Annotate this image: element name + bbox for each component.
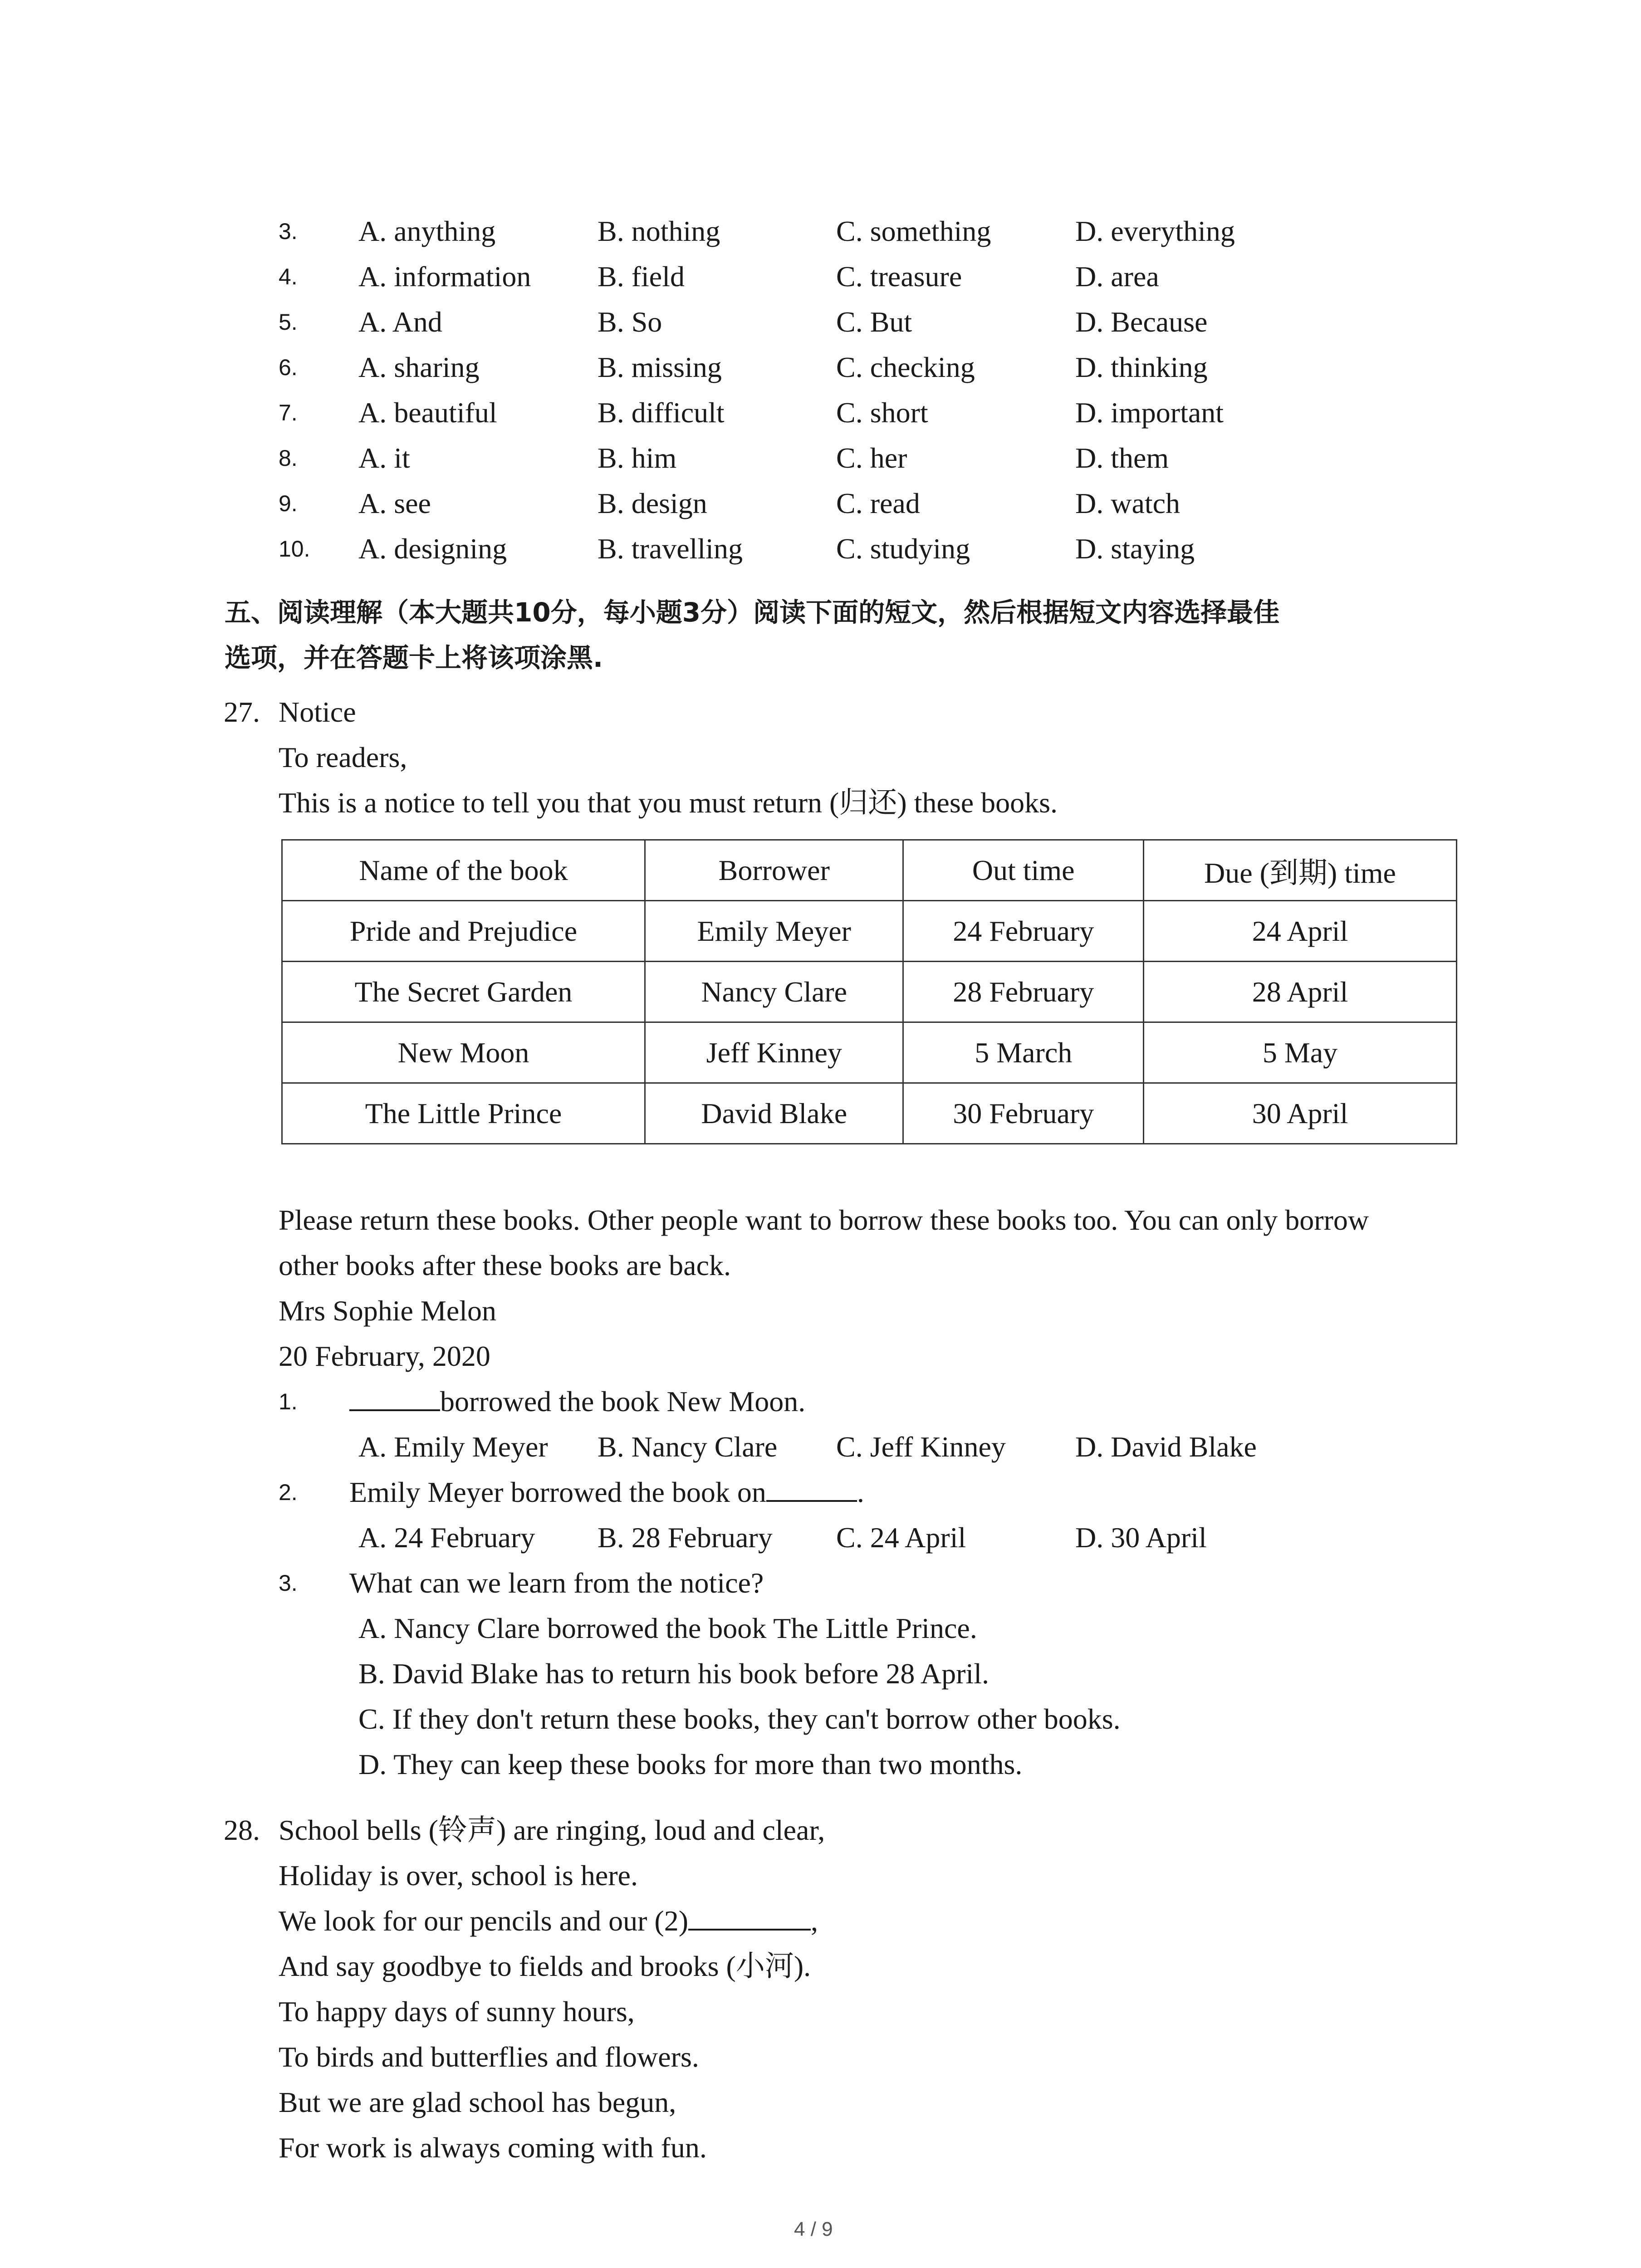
subquestion-stem: What can we learn from the notice? xyxy=(349,1567,764,1599)
poem-line: To birds and butterflies and flowers. xyxy=(279,2041,699,2073)
section-heading-line2: 选项，并在答题卡上将该项涂黑. xyxy=(225,642,603,673)
option-a: A. Emily Meyer xyxy=(358,1431,548,1463)
cloze-option-b: B. design xyxy=(598,487,707,519)
question-number-28: 28. xyxy=(224,1814,260,1846)
poem-line: But we are glad school has begun, xyxy=(279,2086,676,2118)
cloze-option-a: A. anything xyxy=(358,215,496,247)
notice-title: Notice xyxy=(279,696,356,728)
subquestion-stem xyxy=(349,1379,805,1424)
cloze-option-d: D. watch xyxy=(1075,487,1181,519)
notice-paragraph-line2: other books after these books are back. xyxy=(279,1249,731,1281)
cloze-question-number: 5. xyxy=(279,309,298,335)
cloze-option-d: D. them xyxy=(1075,442,1169,474)
cloze-option-c: C. something xyxy=(836,215,991,247)
poem-line-end: , xyxy=(811,1905,818,1937)
option-c: C. 24 April xyxy=(836,1521,966,1554)
table-row xyxy=(282,901,1457,962)
notice-intro: This is a notice to tell you that you must return (归还) these books. xyxy=(279,787,1058,819)
table-header: Due (到期) time xyxy=(1143,840,1456,901)
cloze-option-b: B. him xyxy=(598,442,677,474)
table-cell: The Secret Garden xyxy=(282,962,645,1022)
cloze-option-a: A. beautiful xyxy=(358,396,497,429)
option-a: A. 24 February xyxy=(358,1521,535,1554)
answer-blank xyxy=(688,1901,811,1931)
cloze-option-b: B. difficult xyxy=(598,396,725,429)
table-cell: 28 April xyxy=(1143,962,1456,1022)
subquestion-stem-text: borrowed the book New Moon. xyxy=(440,1385,806,1418)
cloze-option-d: D. area xyxy=(1075,260,1159,293)
cloze-question-number: 10. xyxy=(279,536,310,562)
subquestion-number: 3. xyxy=(279,1570,298,1596)
cloze-option-c: C. But xyxy=(836,306,912,338)
cloze-option-c: C. her xyxy=(836,442,907,474)
cloze-question-number: 6. xyxy=(279,355,298,380)
table-cell: 5 March xyxy=(903,1022,1143,1083)
answer-blank xyxy=(349,1381,440,1411)
table-cell: 24 February xyxy=(903,901,1143,962)
table-header-row xyxy=(282,840,1457,901)
notice-paragraph-line1: Please return these books. Other people want to borrow these books too. You can only borrow xyxy=(279,1204,1369,1236)
cloze-option-c: C. studying xyxy=(836,533,970,565)
cloze-option-c: C. read xyxy=(836,487,920,519)
table-cell: 24 April xyxy=(1143,901,1456,962)
table-cell: Jeff Kinney xyxy=(645,1022,903,1083)
table-cell: 30 February xyxy=(903,1083,1143,1144)
notice-greeting: To readers, xyxy=(279,741,407,773)
table-cell: 28 February xyxy=(903,962,1143,1022)
subquestion-number: 2. xyxy=(279,1480,298,1505)
cloze-option-a: A. see xyxy=(358,487,431,519)
table-row xyxy=(282,1022,1457,1083)
cloze-question-number: 9. xyxy=(279,491,298,516)
cloze-option-d: D. important xyxy=(1075,396,1224,429)
table-cell: 5 May xyxy=(1143,1022,1456,1083)
cloze-option-b: B. missing xyxy=(598,351,722,383)
table-header: Out time xyxy=(903,840,1143,901)
question-number-27: 27. xyxy=(224,696,260,728)
table-row xyxy=(282,1083,1457,1144)
cloze-option-d: D. staying xyxy=(1075,533,1195,565)
notice-date: 20 February, 2020 xyxy=(279,1340,490,1372)
cloze-option-a: A. information xyxy=(358,260,531,293)
cloze-question-number: 8. xyxy=(279,445,298,471)
cloze-option-b: B. travelling xyxy=(598,533,743,565)
option-b: B. 28 February xyxy=(598,1521,773,1554)
cloze-question-number: 7. xyxy=(279,400,298,425)
table-header: Borrower xyxy=(645,840,903,901)
cloze-option-a: A. sharing xyxy=(358,351,480,383)
poem-line xyxy=(279,1898,818,1944)
poem-line: To happy days of sunny hours, xyxy=(279,1995,635,2028)
cloze-option-d: D. Because xyxy=(1075,306,1208,338)
poem-line: And say goodbye to fields and brooks (小河). xyxy=(279,1950,811,1982)
subquestion-stem-end: . xyxy=(857,1476,864,1508)
option-b: B. David Blake has to return his book before 28 April. xyxy=(358,1657,989,1690)
cloze-option-a: A. it xyxy=(358,442,410,474)
notice-signature: Mrs Sophie Melon xyxy=(279,1295,496,1327)
option-a: A. Nancy Clare borrowed the book The Little Prince. xyxy=(358,1612,977,1644)
cloze-option-b: B. nothing xyxy=(598,215,720,247)
table-cell: Emily Meyer xyxy=(645,901,903,962)
option-c: C. If they don't return these books, they can't borrow other books. xyxy=(358,1703,1121,1735)
section-heading-line1: 五、阅读理解（本大题共10分，每小题3分）阅读下面的短文，然后根据短文内容选择最佳 xyxy=(225,597,1280,628)
subquestion-stem-text: Emily Meyer borrowed the book on xyxy=(349,1476,766,1508)
table-cell: The Little Prince xyxy=(282,1083,645,1144)
cloze-option-b: B. field xyxy=(598,260,685,293)
cloze-option-d: D. thinking xyxy=(1075,351,1208,383)
table-row xyxy=(282,962,1457,1022)
cloze-option-a: A. And xyxy=(358,306,442,338)
option-c: C. Jeff Kinney xyxy=(836,1431,1006,1463)
table-cell: David Blake xyxy=(645,1083,903,1144)
subquestion-stem xyxy=(349,1470,864,1515)
cloze-option-d: D. everything xyxy=(1075,215,1235,247)
page-number: 4 / 9 xyxy=(794,2218,833,2240)
cloze-option-a: A. designing xyxy=(358,533,507,565)
table-cell: New Moon xyxy=(282,1022,645,1083)
cloze-option-c: C. treasure xyxy=(836,260,962,293)
option-d: D. They can keep these books for more than two months. xyxy=(358,1748,1023,1780)
option-d: D. 30 April xyxy=(1075,1521,1207,1554)
cloze-option-c: C. short xyxy=(836,396,928,429)
cloze-question-number: 4. xyxy=(279,264,298,289)
poem-line-text: We look for our pencils and our (2) xyxy=(279,1905,689,1937)
table-cell: 30 April xyxy=(1143,1083,1456,1144)
table-cell: Pride and Prejudice xyxy=(282,901,645,962)
option-b: B. Nancy Clare xyxy=(598,1431,778,1463)
table-cell: Nancy Clare xyxy=(645,962,903,1022)
poem-line: For work is always coming with fun. xyxy=(279,2131,707,2164)
subquestion-number: 1. xyxy=(279,1389,298,1414)
answer-blank xyxy=(766,1472,857,1502)
table-header: Name of the book xyxy=(282,840,645,901)
cloze-question-number: 3. xyxy=(279,219,298,244)
borrow-table xyxy=(281,839,1457,1144)
cloze-option-c: C. checking xyxy=(836,351,975,383)
option-d: D. David Blake xyxy=(1075,1431,1257,1463)
poem-line: Holiday is over, school is here. xyxy=(279,1859,638,1892)
cloze-option-b: B. So xyxy=(598,306,662,338)
poem-line: School bells (铃声) are ringing, loud and clear, xyxy=(279,1814,825,1846)
